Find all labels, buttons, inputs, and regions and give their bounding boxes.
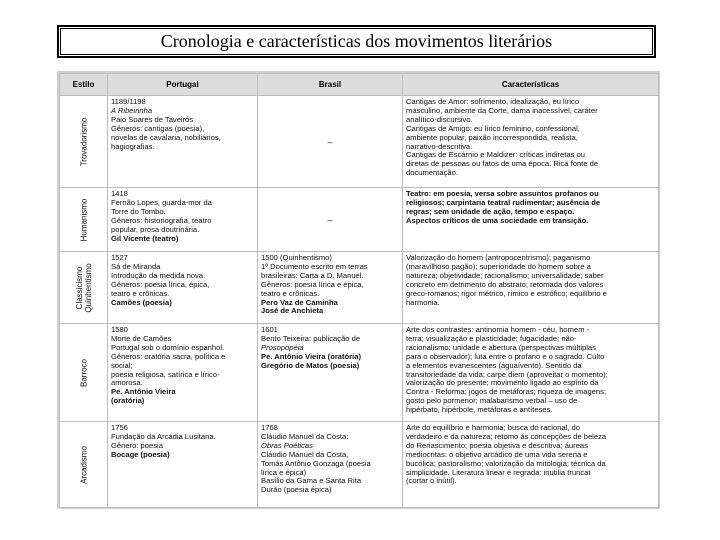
table-row <box>60 96 659 188</box>
cell-line: poesia religiosa, satírica e lírico- <box>111 369 220 379</box>
estilo-line: Classicismo <box>74 266 84 309</box>
cell-line: Gil Vicente (teatro) <box>111 233 179 243</box>
cell-line: Camões (poesia) <box>111 297 172 307</box>
estilo-line: Humanismo <box>79 198 88 241</box>
cell-line: Sá de Miranda <box>111 261 161 271</box>
table-row <box>60 252 659 324</box>
estilo-label <box>79 446 88 484</box>
cell-line: bucólica; pastoralismo; valorização da mitologia; técnica da <box>406 458 606 468</box>
caracteristicas-cell <box>403 252 659 324</box>
cell-line: masculino, ambiente da Corte, dama inacessível, caráter <box>406 105 598 115</box>
cell-line: José de Anchieta <box>261 306 324 316</box>
cell-line: do Renascimento; poesia objetiva e descritiva; áureas <box>406 440 588 450</box>
caracteristicas-cell <box>403 324 659 422</box>
header-portugal: Portugal <box>108 74 258 96</box>
cell-line: Bocage (poesia) <box>111 449 170 459</box>
cell-line: 1189/1198 <box>111 97 146 106</box>
cell-line: Gêneros: cantigas (poesia), <box>111 123 205 133</box>
cell-line: 1580 <box>111 325 128 334</box>
estilo-cell <box>60 422 108 508</box>
cell-line: Contra - Reforma; jogos de metáforas; riqueza de imagens; <box>406 387 607 397</box>
brasil-cell: – <box>258 96 403 188</box>
cell-line: novelas de cavalaria, nobiliários, <box>111 132 221 142</box>
cell-line: Tomás Antônio Gonzaga (poesia <box>261 458 371 468</box>
header-estilo: Estilo <box>60 74 108 96</box>
cell-line: 1768 <box>261 423 278 432</box>
cell-line: Cláudio Manuel da Costa, <box>261 449 349 459</box>
estilo-cell <box>60 188 108 252</box>
cell-line: Durão (poesia épica) <box>261 485 332 495</box>
cell-line: Gêneros: oratória sacra, política e <box>111 351 226 361</box>
cell-line: valorização do presente; movimento ligado ao espírito da <box>406 378 599 388</box>
chronology-table <box>59 73 659 508</box>
cell-line: (oratória) <box>111 396 145 406</box>
cell-line: Aspectos críticos de uma sociedade em transição. <box>406 215 589 225</box>
cell-line: Gêneros: poesia lírica e épica, <box>261 279 364 289</box>
cell-line: religiosos; carpintaria teatral rudimentar; ausência de <box>406 197 601 207</box>
table-row <box>60 422 659 508</box>
portugal-cell <box>108 324 258 422</box>
cell-line: 1527 <box>111 253 128 262</box>
table-body <box>60 96 659 508</box>
cell-line: lírica e épica) <box>261 467 307 477</box>
cell-line: Cantigas de Amor: sofrimento, idealização, eu lírico <box>406 97 580 106</box>
cell-line: verdadeiro e da natureza; retomo às concepções de beleza <box>406 431 607 441</box>
cell-line: Gêneros: poesia lírica, épica, <box>111 279 210 289</box>
cell-line: Bento Teixeira: publicação de <box>261 333 361 343</box>
estilo-label <box>79 117 88 166</box>
cell-line: amorosa. <box>111 378 143 388</box>
cell-line: greco-romanos; rigor métrico, rímico e estrófico; equilíbrio e <box>406 288 607 298</box>
cell-line: (cortar o inútil). <box>406 476 457 486</box>
cell-line: Gênero: poesia <box>111 440 163 450</box>
cell-line: Morte de Camões <box>111 333 172 343</box>
cell-line: A Ribeirinha <box>111 105 153 115</box>
cell-line: Fernão Lopes, guarda-mor da <box>111 197 212 207</box>
cell-line: Cantigas de Amigo: eu lírico feminino, confessional, <box>406 123 580 133</box>
caracteristicas-cell <box>403 188 659 252</box>
cell-line: Pero Vaz de Caminha <box>261 297 338 307</box>
cell-line: popular, prosa doutrinária. <box>111 224 200 234</box>
cell-line: Obras Poéticas <box>261 440 313 450</box>
portugal-cell <box>108 422 258 508</box>
cell-line: a elementos evanescentes (águaívento). Sentido da <box>406 360 582 370</box>
cell-line: regras; sem unidade de ação, tempo e espaço. <box>406 206 575 216</box>
header-caracteristicas: Características <box>403 74 659 96</box>
header-row <box>60 74 659 96</box>
header-brasil: Brasil <box>258 74 403 96</box>
estilo-line: Arcadismo <box>79 445 88 484</box>
title-box <box>57 25 656 58</box>
cell-line: para o observador); luta entre o profano e o sagrado. Culto <box>406 351 605 361</box>
cell-line: racionalismo; unidade e abertura (perspectivas múltiplas <box>406 342 596 352</box>
table-row <box>60 324 659 422</box>
cell-line: Arte dos contrastes: antinomia homem - céu, homem - <box>406 325 590 334</box>
estilo-cell <box>60 252 108 324</box>
brasil-cell: – <box>258 188 403 252</box>
chronology-table-container <box>57 71 660 509</box>
cell-line: brasileiras: Carta a D. Manuel. <box>261 270 364 280</box>
cell-line: gosto pelo pormenor; malabarismo verbal – uso de <box>406 396 578 406</box>
cell-line: Cantigas de Escárnio e Maldizer: críticas indiretas ou <box>406 150 585 160</box>
table-row <box>60 188 659 252</box>
portugal-cell <box>108 188 258 252</box>
cell-line: Cláudio Manuel da Costa: <box>261 431 349 441</box>
slide-title: Cronologia e características dos movimentos literários <box>160 31 553 51</box>
brasil-cell <box>258 422 403 508</box>
cell-line: Basílio da Gama e Santa Rita <box>261 476 362 486</box>
cell-line: Prosopopéia <box>261 342 304 352</box>
estilo-cell <box>60 96 108 188</box>
cell-line: Torre do Tombo. <box>111 206 166 216</box>
cell-line: natureza; objetividade; racionalismo; universalidade; saber <box>406 270 604 280</box>
cell-line: mediocritas: o objetivo arcádico de uma vida serena e <box>406 449 588 459</box>
estilo-line: Trovadorismo <box>79 117 88 166</box>
brasil-cell <box>258 252 403 324</box>
cell-line: Teatro: em poesia, versa sobre assuntos profanos ou <box>406 189 599 198</box>
estilo-line: Barroco <box>79 358 88 387</box>
cell-line: concreto em detrimento do abstrato; retomada dos valores <box>406 279 604 289</box>
cell-line: teatro e crônicas. <box>111 288 170 298</box>
cell-line: Valorização do homem (antropocentrismo); paganismo <box>406 253 591 262</box>
estilo-label <box>75 263 93 312</box>
cell-line: hipérbato, hipérbole, metáforas e antíteses. <box>406 405 553 415</box>
cell-line: Portugal sob o domínio espanhol. <box>111 342 225 352</box>
cell-line: diretas de pessoas ou fatos de uma época. Rica fonte de <box>406 159 599 169</box>
cell-line: ambiente popular, paixão incorrespondida, realista, <box>406 132 578 142</box>
estilo-label <box>79 358 88 386</box>
cell-line: Fundação da Arcádia Lusitana. <box>111 431 216 441</box>
estilo-label <box>79 198 88 241</box>
caracteristicas-cell <box>403 96 659 188</box>
estilo-line: Quinhentismo <box>83 262 93 313</box>
portugal-cell <box>108 252 258 324</box>
cell-line: hagiografias. <box>111 141 155 151</box>
cell-line: Pe. Antônio Vieira (oratória) <box>261 351 362 361</box>
portugal-cell <box>108 96 258 188</box>
cell-line: narrativo-descritiva. <box>406 141 473 151</box>
estilo-cell <box>60 324 108 422</box>
cell-line: 1756 <box>111 423 128 432</box>
cell-line: simplicidade. Literatura linear e regrada: inutilia truncat <box>406 467 591 477</box>
cell-line: Gêneros: historiografia, teatro <box>111 215 212 225</box>
cell-line: social; <box>111 360 133 370</box>
cell-line: Pe. Antônio Vieira <box>111 387 176 397</box>
cell-line: (maravilhoso pagão); superioridade do homem sobre a <box>406 261 591 271</box>
cell-line: teatro e crônicas. <box>261 288 320 298</box>
cell-line: analítico-discursivo. <box>406 114 473 124</box>
cell-line: 1601 <box>261 325 278 334</box>
cell-line: terra; visualização e plasticidade; fugacidade; não- <box>406 333 577 343</box>
cell-line: Gregório de Matos (poesia) <box>261 360 360 370</box>
cell-line: transitoriedade da vida; carpe diem (aproveitar o momento); <box>406 369 608 379</box>
cell-line: harmonia. <box>406 297 440 307</box>
cell-line: Paio Soares de Taveirós <box>111 114 194 124</box>
cell-line: Introdução da medida nova. <box>111 270 206 280</box>
cell-line: 1500 (Quinhentismo) <box>261 253 332 262</box>
cell-line: Arte do equilíbrio e harmonia; busca do racional, do <box>406 423 580 432</box>
cell-line: 1418 <box>111 189 128 198</box>
caracteristicas-cell <box>403 422 659 508</box>
cell-line: 1º Documento escrito em terras <box>261 261 368 271</box>
brasil-cell <box>258 324 403 422</box>
cell-line: documentação. <box>406 168 458 178</box>
